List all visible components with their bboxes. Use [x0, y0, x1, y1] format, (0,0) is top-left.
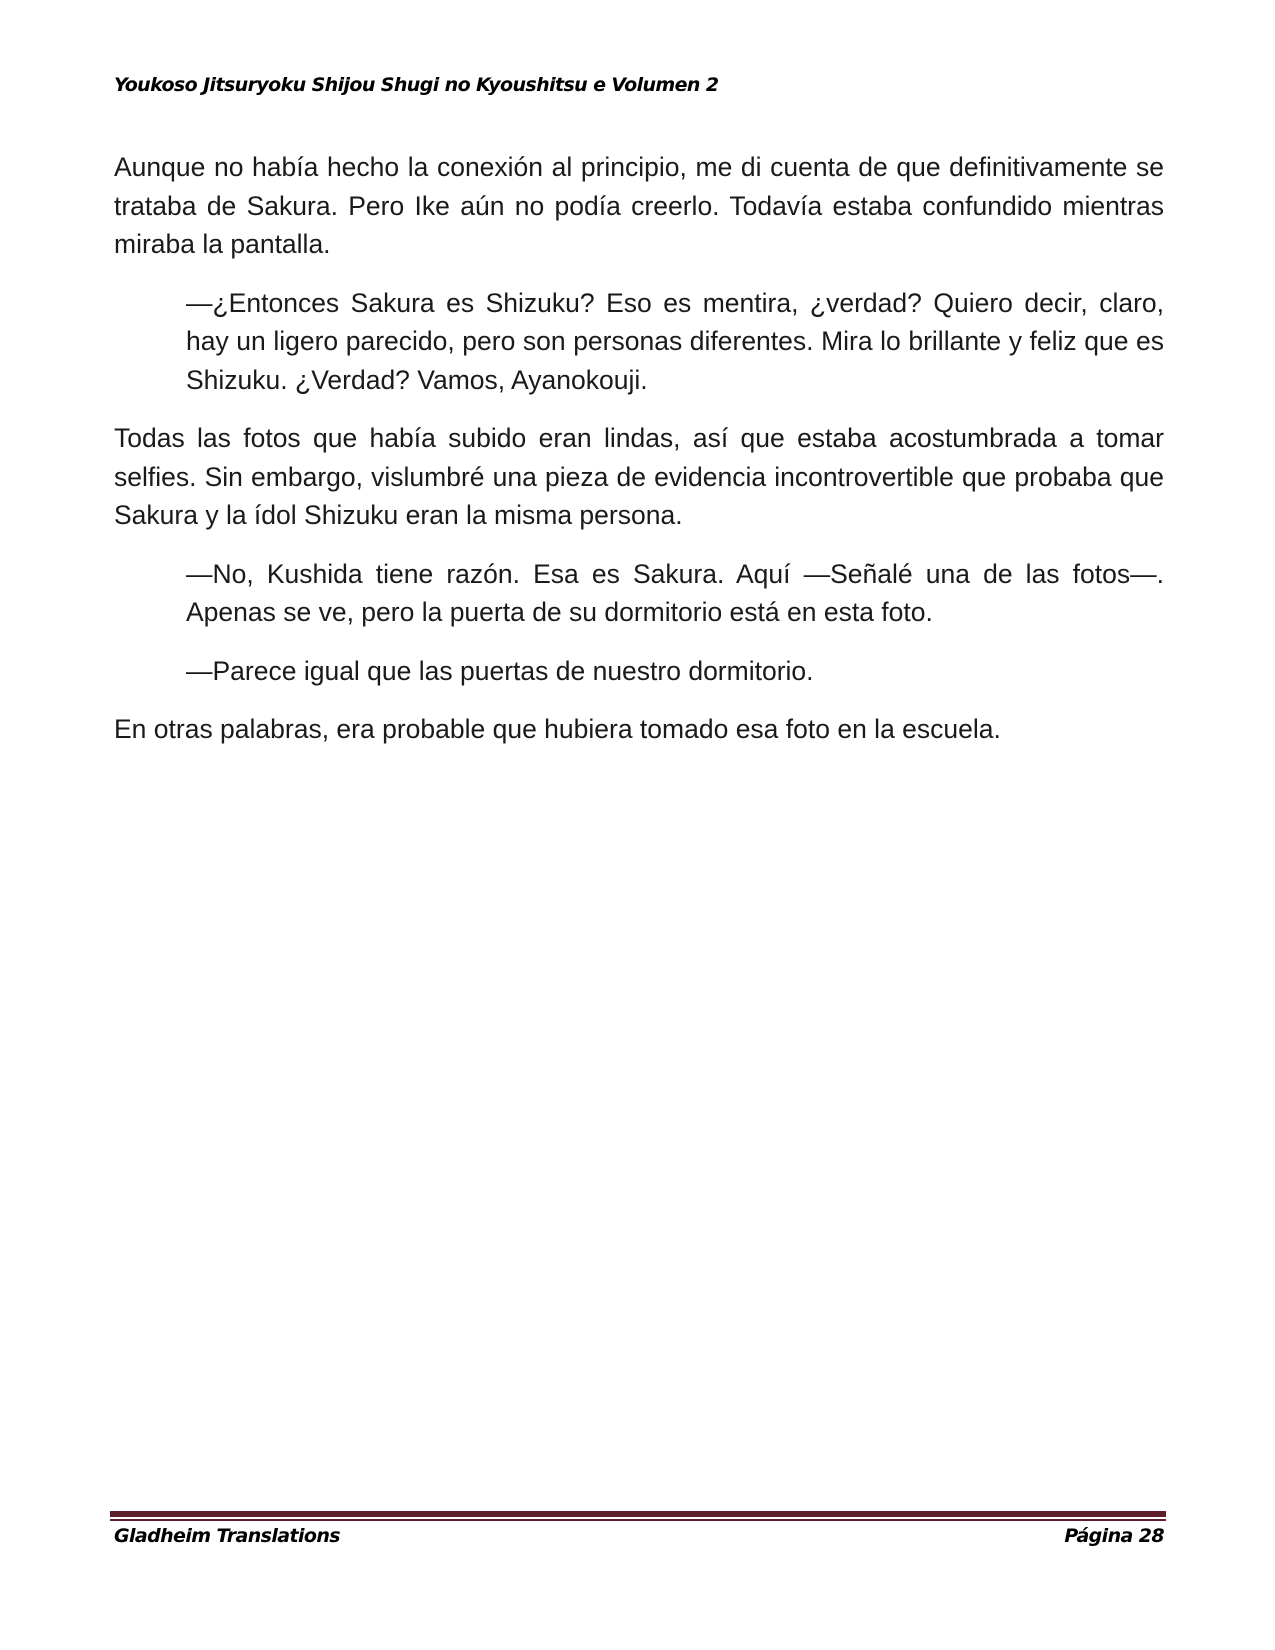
footer-divider	[110, 1511, 1166, 1521]
paragraph-dialogue: —Parece igual que las puertas de nuestro dormitorio.	[186, 655, 814, 686]
paragraph-dialogue: —¿Entonces Sakura es Shizuku? Eso es mentira, ¿verdad? Quiero decir, claro, hay un ligero parecido, pero son personas diferentes. Mira lo brillante y feliz que es Shizuku. ¿Verdad? Vamos, Ayanokouji.	[186, 287, 1164, 395]
paragraph-narration: Aunque no había hecho la conexión al principio, me di cuenta de que definitivamente se trataba de Sakura. Pero Ike aún no podía creerlo. Todavía estaba confundido mientras miraba la pantalla.	[114, 152, 1164, 259]
paragraph-narration: Todas las fotos que había subido eran lindas, así que estaba acostumbrada a tomar selfies. Sin embargo, vislumbré una pieza de evidencia incontrovertible que probaba que Sakura y la ídol Shizuku eran la misma persona.	[114, 423, 1164, 530]
footer-page-number: Página 28	[1064, 1525, 1164, 1547]
footer-publisher: Gladheim Translations	[114, 1525, 340, 1547]
footer-divider-thin	[110, 1519, 1166, 1521]
page-footer	[114, 1525, 1164, 1547]
running-header: Youkoso Jitsuryoku Shijou Shugi no Kyoushitsu e Volumen 2	[114, 74, 719, 96]
paragraph-narration: En otras palabras, era probable que hubiera tomado esa foto en la escuela.	[114, 714, 1001, 744]
page-body	[114, 148, 1164, 769]
paragraph-dialogue: —No, Kushida tiene razón. Esa es Sakura. Aquí —Señalé una de las fotos—. Apenas se ve, pero la puerta de su dormitorio está en esta foto.	[186, 558, 1164, 627]
